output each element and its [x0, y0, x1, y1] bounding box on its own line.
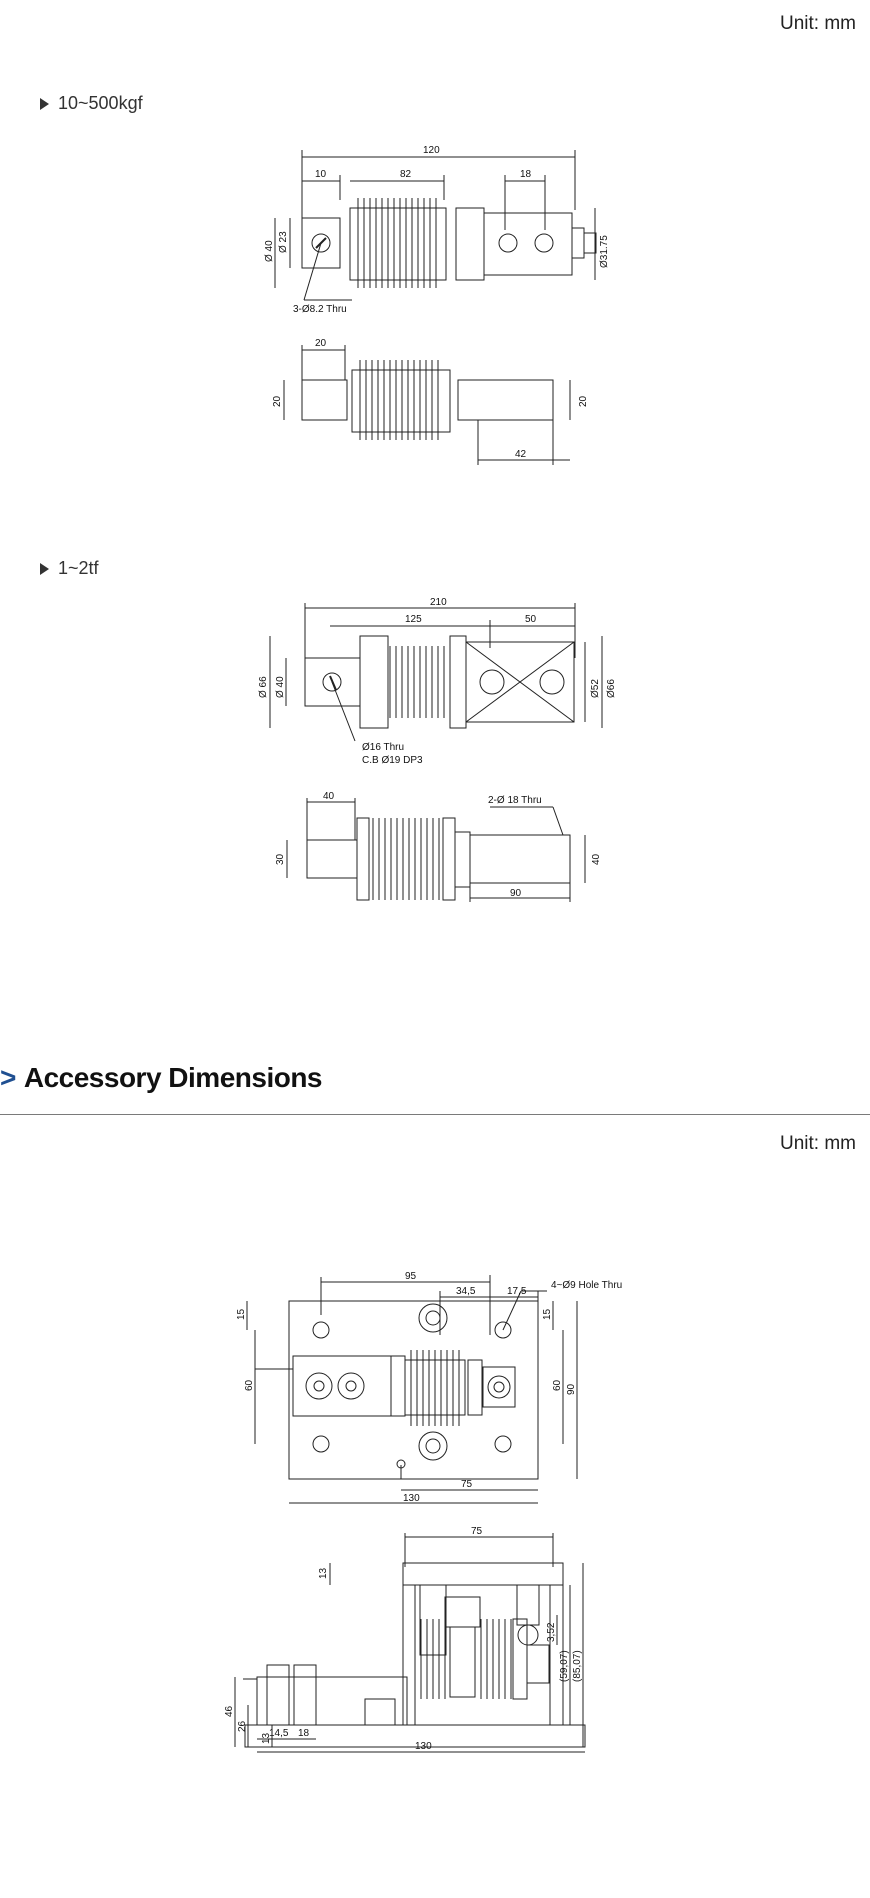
- dim-o31-75: Ø31.75: [599, 235, 610, 268]
- accessory-heading: [0, 1062, 322, 1094]
- accessory-elevation-view: [224, 1526, 605, 1757]
- dim-40-right: 40: [591, 853, 602, 865]
- dim-o66-left: Ø 66: [258, 676, 269, 698]
- dim-46: 46: [224, 1705, 235, 1717]
- dim-125: 125: [405, 614, 422, 625]
- dim-120: 120: [423, 145, 440, 156]
- dim-20-top: 20: [315, 338, 327, 349]
- dim-75-elev: 75: [471, 1526, 483, 1537]
- dim-o23: Ø 23: [278, 231, 289, 253]
- dim-34-5: 34,5: [456, 1286, 476, 1297]
- dim-18: 18: [520, 169, 532, 180]
- dim-o40: Ø 40: [264, 240, 275, 262]
- dim-18-elev: 18: [298, 1728, 310, 1739]
- section-b-side-view: [265, 790, 610, 910]
- dim-3-52: 3,52: [546, 1622, 557, 1642]
- callout-holes: 3-Ø8.2 Thru: [293, 304, 347, 315]
- dim-o52: Ø52: [590, 679, 601, 698]
- callout-thru: Ø16 Thru: [362, 742, 405, 753]
- dim-10: 10: [315, 169, 327, 180]
- dim-15-left: 15: [236, 1308, 247, 1320]
- callout-4-holes: 4~Ø9 Hole Thru: [551, 1280, 623, 1291]
- dim-20-left: 20: [272, 395, 283, 407]
- dim-30: 30: [275, 853, 286, 865]
- dim-130-elev: 130: [415, 1741, 432, 1752]
- section-b-top-view: [240, 598, 640, 773]
- accessory-plan-view: [235, 1265, 635, 1510]
- dim-82: 82: [400, 169, 412, 180]
- dim-130-plan: 130: [403, 1493, 420, 1504]
- dim-13-bottom: 13: [261, 1732, 272, 1744]
- accessory-title: Accessory Dimensions: [23, 1062, 322, 1093]
- dim-14-5: 14,5: [269, 1728, 289, 1739]
- callout-cb: C.B Ø19 DP3: [362, 755, 423, 766]
- section-a-top-view: [240, 140, 640, 340]
- accessory-unit-label: Unit: mm: [780, 1133, 856, 1154]
- dim-60-right: 60: [552, 1379, 563, 1391]
- section-b-label: [40, 558, 99, 579]
- dim-59-07: (59,07): [559, 1650, 570, 1682]
- bullet-triangle-icon: [40, 563, 49, 575]
- dim-50: 50: [525, 614, 537, 625]
- dim-210: 210: [430, 597, 447, 608]
- dim-o66-right: Ø66: [606, 679, 617, 698]
- dim-13-top: 13: [318, 1567, 329, 1579]
- section-a-title: 10~500kgf: [58, 93, 143, 113]
- section-divider: [0, 1114, 870, 1115]
- dim-20-right: 20: [578, 395, 589, 407]
- dim-17-5: 17,5: [507, 1286, 527, 1297]
- dim-40-top: 40: [323, 791, 335, 802]
- dim-42: 42: [515, 449, 527, 460]
- dim-90: 90: [510, 888, 522, 899]
- dim-15-right: 15: [542, 1308, 553, 1320]
- section-b-title: 1~2tf: [58, 558, 99, 578]
- dim-85-07: (85,07): [572, 1650, 583, 1682]
- chevron-right-icon: >: [0, 1062, 16, 1093]
- dim-o40: Ø 40: [275, 676, 286, 698]
- dim-75-plan: 75: [461, 1479, 473, 1490]
- section-a-side-view: [270, 335, 610, 470]
- dim-95: 95: [405, 1271, 417, 1282]
- dim-90-plan: 90: [566, 1383, 577, 1395]
- section-a-label: [40, 93, 143, 114]
- bullet-triangle-icon: [40, 98, 49, 110]
- dim-60-left: 60: [244, 1379, 255, 1391]
- dim-26: 26: [237, 1720, 248, 1732]
- callout-2holes: 2-Ø 18 Thru: [488, 795, 542, 806]
- unit-label: Unit: mm: [780, 13, 856, 34]
